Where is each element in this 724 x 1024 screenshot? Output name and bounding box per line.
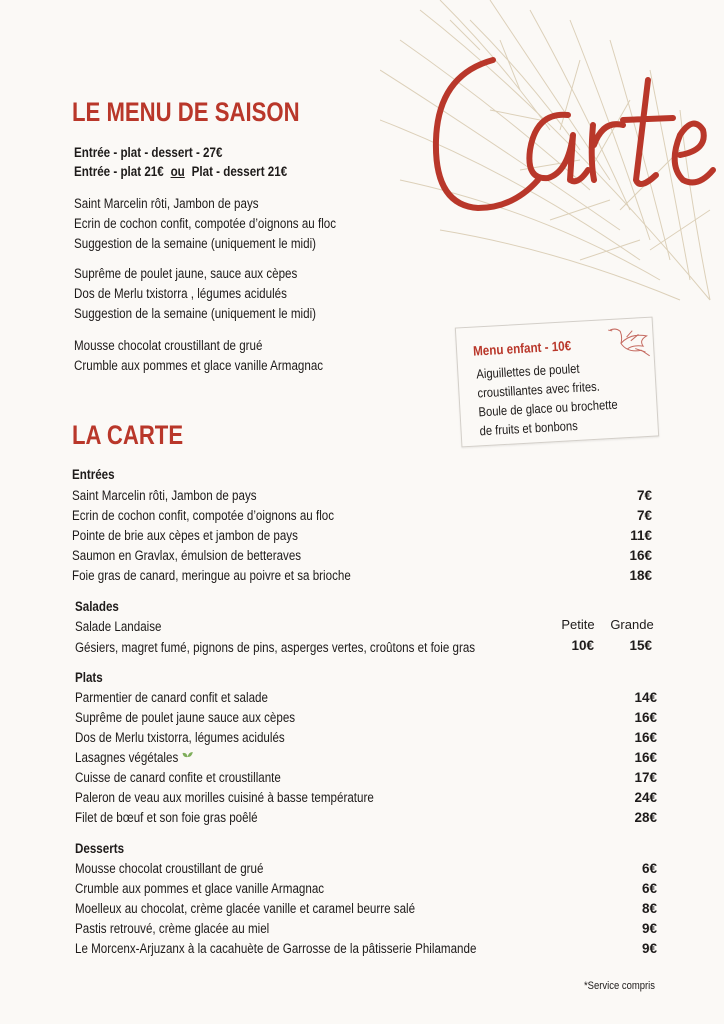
desserts-heading: Desserts bbox=[75, 841, 125, 856]
saison-dessert-item: Mousse chocolat croustillant de grué bbox=[74, 338, 263, 353]
dessert-item: Pastis retrouvé, crème glacée au miel bbox=[75, 921, 270, 936]
carte-script-title bbox=[418, 40, 718, 240]
salade-small-label: Petite bbox=[561, 617, 595, 632]
saison-entree-item: Ecrin de cochon confit, compotée d’oignons au floc bbox=[74, 216, 337, 231]
entree-price: 7€ bbox=[636, 488, 652, 503]
service-note: *Service compris bbox=[584, 980, 655, 992]
salade-name: Salade Landaise bbox=[75, 619, 162, 634]
entree-price: 11€ bbox=[630, 528, 652, 543]
plat-item: Paleron de veau aux morilles cuisiné à basse température bbox=[75, 790, 374, 805]
dessert-item: Mousse chocolat croustillant de grué bbox=[75, 861, 264, 876]
sprout-icon bbox=[182, 751, 194, 763]
saison-plat-item: Dos de Merlu txistorra , légumes acidulés bbox=[74, 286, 287, 301]
plat-item: Filet de bœuf et son foie gras poêlé bbox=[75, 810, 258, 825]
entree-item: Saint Marcelin rôti, Jambon de pays bbox=[72, 488, 257, 503]
saison-formula-plat-dessert: Plat - dessert 21€ bbox=[191, 164, 288, 179]
dessert-price: 9€ bbox=[641, 921, 657, 936]
saison-plat-item: Suprême de poulet jaune, sauce aux cèpes bbox=[74, 266, 298, 281]
carte-title: LA CARTE bbox=[72, 420, 184, 450]
saison-plat-item: Suggestion de la semaine (uniquement le midi) bbox=[74, 306, 317, 321]
dessert-price: 6€ bbox=[641, 881, 657, 896]
plat-item: Dos de Merlu txistorra, légumes acidulés bbox=[75, 730, 285, 745]
plat-item: Parmentier de canard confit et salade bbox=[75, 690, 268, 705]
entree-item: Pointe de brie aux cèpes et jambon de pays bbox=[72, 528, 298, 543]
saison-formula-full: Entrée - plat - dessert - 27€ bbox=[74, 145, 223, 160]
kids-menu-line: Aiguillettes de poulet bbox=[476, 360, 580, 382]
kids-menu-line: de fruits et bonbons bbox=[479, 417, 579, 439]
dessert-price: 9€ bbox=[641, 941, 657, 956]
salades-heading: Salades bbox=[75, 599, 119, 614]
entree-price: 16€ bbox=[629, 548, 652, 563]
entree-price: 7€ bbox=[636, 508, 652, 523]
plat-price: 16€ bbox=[634, 710, 657, 725]
plat-item-vegetarian bbox=[75, 748, 194, 768]
dessert-item: Le Morcenx-Arjuzanx à la cacahuète de Garrosse de la pâtisserie Philamande bbox=[75, 941, 477, 956]
salade-large-price: 15€ bbox=[629, 638, 652, 653]
dessert-price: 8€ bbox=[641, 901, 657, 916]
saison-entree-item: Suggestion de la semaine (uniquement le midi) bbox=[74, 236, 317, 251]
salade-large-label: Grande bbox=[610, 617, 654, 632]
plat-item: Lasagnes végétales bbox=[75, 750, 179, 765]
plat-item: Suprême de poulet jaune sauce aux cèpes bbox=[75, 710, 296, 725]
salade-description: Gésiers, magret fumé, pignons de pins, asperges vertes, croûtons et foie gras bbox=[75, 640, 476, 655]
dessert-price: 6€ bbox=[641, 861, 657, 876]
plat-price: 16€ bbox=[634, 730, 657, 745]
saison-title: LE MENU DE SAISON bbox=[72, 97, 300, 127]
plat-price: 16€ bbox=[634, 750, 657, 765]
entrees-heading: Entrées bbox=[72, 467, 115, 482]
saison-formula-or: ou bbox=[170, 164, 185, 179]
kids-menu-line: croustillantes avec frites. bbox=[477, 378, 601, 401]
entree-item: Saumon en Gravlax, émulsion de betteraves bbox=[72, 548, 302, 563]
heron-icon bbox=[606, 322, 654, 367]
salade-small-price: 10€ bbox=[571, 638, 594, 653]
plat-price: 14€ bbox=[634, 690, 657, 705]
saison-dessert-item: Crumble aux pommes et glace vanille Armagnac bbox=[74, 358, 324, 373]
entree-item: Foie gras de canard, meringue au poivre et sa brioche bbox=[72, 568, 351, 583]
dessert-item: Moelleux au chocolat, crème glacée vanille et caramel beurre salé bbox=[75, 901, 416, 916]
entree-item: Ecrin de cochon confit, compotée d’oignons au floc bbox=[72, 508, 335, 523]
plat-price: 24€ bbox=[634, 790, 657, 805]
saison-formula-entree-plat: Entrée - plat 21€ bbox=[74, 164, 164, 179]
plat-price: 28€ bbox=[634, 810, 657, 825]
plat-price: 17€ bbox=[634, 770, 657, 785]
saison-formula-split bbox=[74, 162, 287, 182]
dessert-item: Crumble aux pommes et glace vanille Armagnac bbox=[75, 881, 325, 896]
kids-menu-line: Boule de glace ou brochette bbox=[478, 396, 618, 420]
saison-entree-item: Saint Marcelin rôti, Jambon de pays bbox=[74, 196, 259, 211]
plat-item: Cuisse de canard confite et croustillante bbox=[75, 770, 281, 785]
kids-menu-card bbox=[455, 317, 659, 448]
kids-menu-title: Menu enfant - 10€ bbox=[472, 338, 572, 359]
plats-heading: Plats bbox=[75, 670, 103, 685]
entree-price: 18€ bbox=[629, 568, 652, 583]
